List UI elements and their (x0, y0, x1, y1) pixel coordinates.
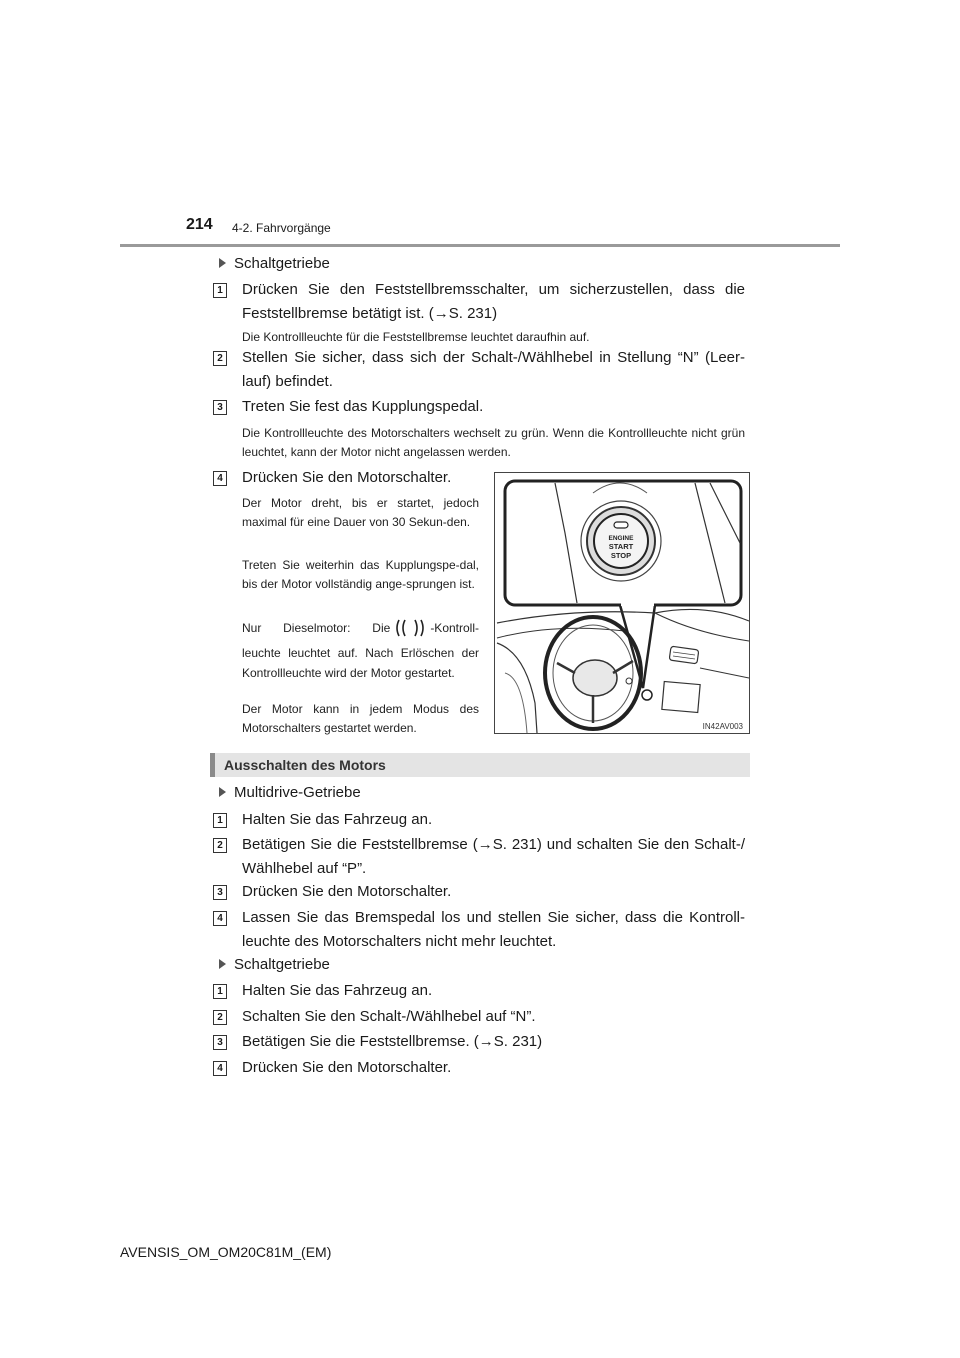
step-number: 2 (213, 351, 227, 366)
step-text: Betätigen Sie die Feststellbremse (→S. 231) und schalten Sie den Schalt-/ Wählhebel auf “P”. (242, 836, 745, 877)
button-label-stop: STOP (610, 551, 632, 560)
heading-bar (210, 753, 215, 777)
glow-plug-indicator-icon (393, 618, 427, 644)
step-number: 3 (213, 1035, 227, 1050)
step-text: Drücken Sie den Motorschalter. (242, 469, 452, 486)
button-label-start: START (608, 542, 634, 551)
page-number: 214 (186, 216, 213, 233)
section-title: 4-2. Fahrvorgänge (232, 221, 331, 235)
step-number: 1 (213, 984, 227, 999)
triangle-bullet-icon (219, 959, 226, 969)
step-number: 4 (213, 1061, 227, 1076)
step-text: Lassen Sie das Bremspedal los und stellen Sie sicher, dass die Kontroll-leuchte des Motorschalters nicht mehr leuchtet. (242, 909, 745, 950)
engine-switch-drawing (495, 473, 749, 733)
step-note: Der Motor kann in jedem Modus des Motorschalters gestartet werden. (242, 702, 479, 736)
step-text: Betätigen Sie die Feststellbremse. (→S. 231) (242, 1033, 543, 1050)
step-number: 1 (213, 813, 227, 828)
step-text: Drücken Sie den Motorschalter. (242, 883, 452, 900)
step-text: Treten Sie fest das Kupplungspedal. (242, 398, 484, 415)
document-code: AVENSIS_OM_OM20C81M_(EM) (120, 1244, 332, 1260)
step-number: 3 (213, 885, 227, 900)
section-heading (210, 753, 750, 777)
step-text: Drücken Sie den Feststellbremsschalter, um sicherzustellen, dass die Feststellbremse betätigt ist. (→S. 231) (242, 281, 745, 322)
step-text: Schalten Sie den Schalt-/Wählhebel auf “N”. (242, 1008, 536, 1025)
header-rule (120, 244, 840, 247)
step-number: 4 (213, 911, 227, 926)
step-note: Die Kontrollleuchte des Motorschalters wechselt zu grün. Wenn die Kontrollleuchte nicht grün leuchtet, kann der Motor nicht angelassen werden. (242, 426, 745, 459)
heading-text: Ausschalten des Motors (224, 757, 386, 773)
subheading-manual-transmission-2: Schaltgetriebe (219, 956, 330, 973)
step-number: 4 (213, 471, 227, 486)
step-note: Treten Sie weiterhin das Kupplungspe-dal, bis der Motor vollständig ange-sprungen ist. (242, 558, 479, 592)
step-number: 2 (213, 838, 227, 853)
figure-code: IN42AV003 (702, 722, 743, 731)
button-label-engine: ENGINE (608, 535, 634, 542)
step-note: Der Motor dreht, bis er startet, jedoch maximal für eine Dauer von 30 Sekun-den. (242, 496, 479, 530)
subheading-multidrive: Multidrive-Getriebe (219, 784, 361, 801)
step-number: 2 (213, 1010, 227, 1025)
step-text: Halten Sie das Fahrzeug an. (242, 982, 433, 999)
step-text: Halten Sie das Fahrzeug an. (242, 811, 433, 828)
step-number: 1 (213, 283, 227, 298)
step-number: 3 (213, 400, 227, 415)
step-text: Drücken Sie den Motorschalter. (242, 1059, 452, 1076)
step-text: Stellen Sie sicher, dass sich der Schalt-/Wählhebel in Stellung “N” (Leer-lauf) befindet. (242, 349, 745, 390)
step-note: Die Kontrollleuchte für die Feststellbremse leuchtet daraufhin auf. (242, 330, 590, 344)
subheading-manual-transmission: Schaltgetriebe (219, 255, 330, 272)
triangle-bullet-icon (219, 787, 226, 797)
diesel-note: Nur Dieselmotor: Die -Kontroll-leuchte leuchtet auf. Nach Erlöschen der Kontrollleuchte wird der Motor gestartet. (242, 618, 479, 683)
engine-switch-illustration (494, 472, 750, 734)
triangle-bullet-icon (219, 258, 226, 268)
